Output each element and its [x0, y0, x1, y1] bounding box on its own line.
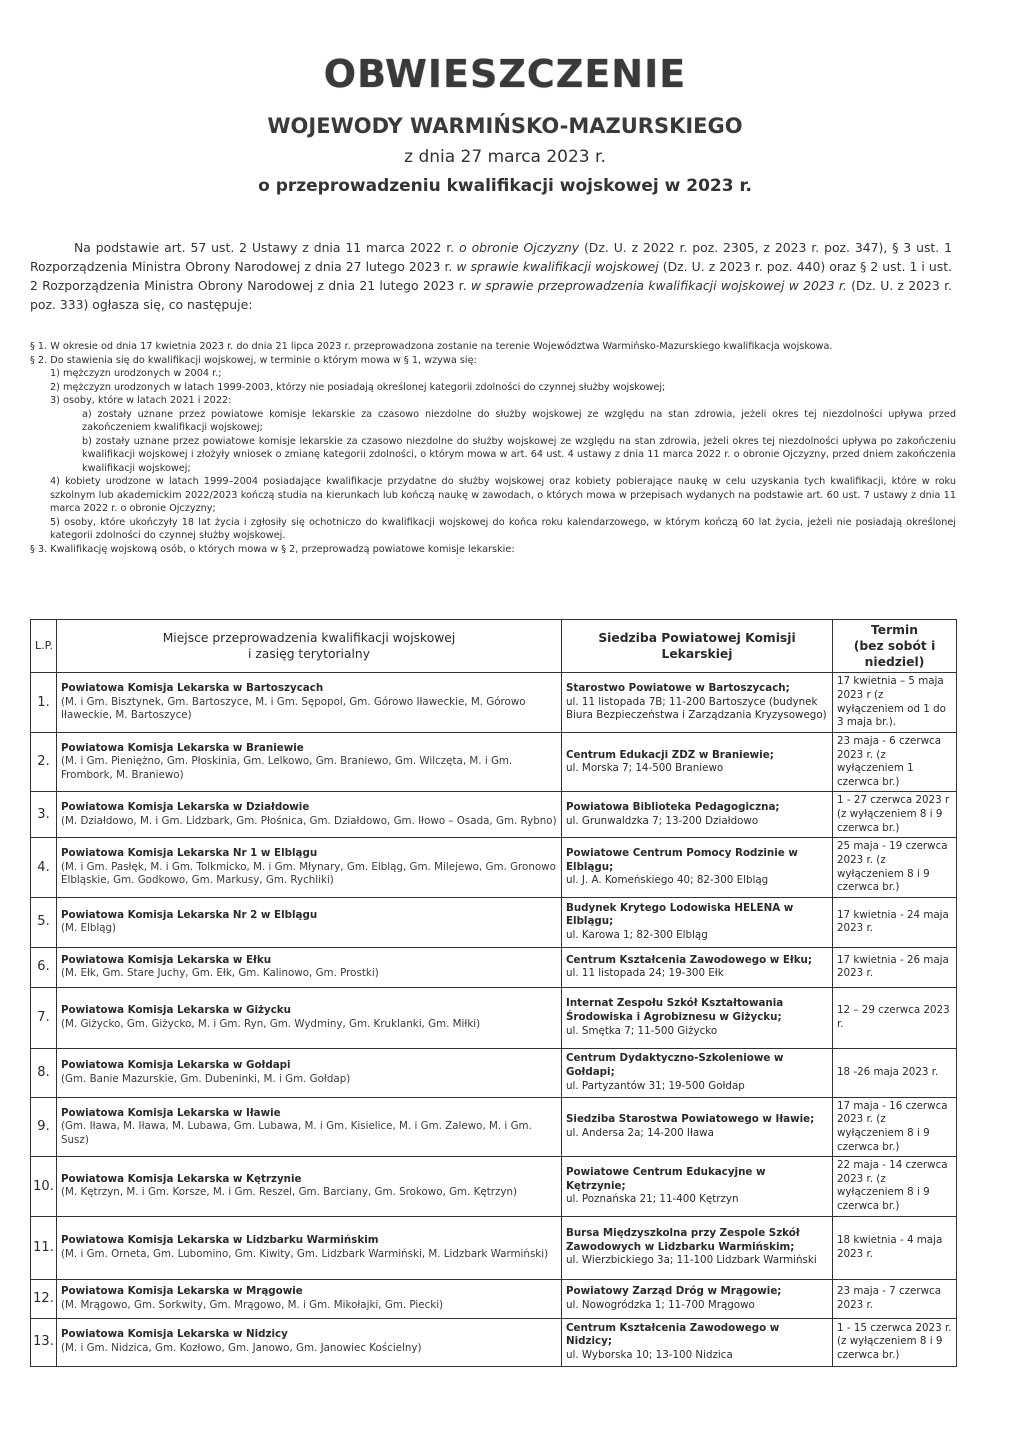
- row-seat-name: Starostwo Powiatowe w Bartoszycach;: [566, 682, 790, 695]
- document-title: OBWIESZCZENIE: [323, 52, 687, 96]
- row-term: 1 - 27 czerwca 2023 r (z wyłączeniem 8 i 9 czerwca br.): [833, 792, 957, 838]
- row-seat-name: Powiatowy Zarząd Dróg w Mrągowie;: [566, 1284, 782, 1297]
- row-seat-name: Centrum Dydaktyczno-Szkoleniowe w Gołdapi;: [566, 1052, 784, 1078]
- row-seat-name: Budynek Krytego Lodowiska HELENA w Elblągu;: [566, 901, 794, 928]
- row-seat-address: ul. 11 listopada 7B; 11-200 Bartoszyce (budynek Biura Bezpieczeństwa i Zarządzania Kryzysowego): [566, 695, 827, 722]
- document-subject: o przeprowadzeniu kwalifikacji wojskowej w 2023 r.: [258, 176, 752, 196]
- table-row: [31, 673, 957, 733]
- row-area: (M. i Gm. Pasłęk, M. i Gm. Tolkmicko, M. i Gm. Młynary, Gm. Elbląg, Gm. Milejewo, Gm. Gronowo Elbląskie, Gm. Godkowo, Gm. Markusy, Gm. Rychliki): [61, 860, 556, 887]
- row-place: [57, 1097, 562, 1156]
- row-commission-name: Powiatowa Komisja Lekarska Nr 2 w Elblągu: [61, 908, 318, 921]
- row-place: [57, 1048, 562, 1097]
- row-seat-address: ul. Poznańska 21; 11-400 Kętrzyn: [566, 1193, 739, 1206]
- row-seat-name: Bursa Międzyszkolna przy Zespole Szkół Zawodowych w Lidzbarku Warmińskim;: [566, 1227, 800, 1253]
- row-seat-name: Centrum Kształcenia Zawodowego w Ełku;: [566, 953, 813, 966]
- table-header-row: [31, 620, 957, 673]
- header-term-line-1: Termin: [871, 623, 918, 637]
- intro-paragraph: [30, 238, 952, 314]
- row-term: 23 maja - 6 czerwca 2023 r. (z wyłączeniem 1 czerwca br.): [833, 733, 957, 792]
- row-area: (M. i Gm. Bisztynek, Gm. Bartoszyce, M. i Gm. Sępopol, Gm. Górowo Iławeckie, M. Górowo Iławeckie, M. Bartoszyce): [61, 695, 526, 722]
- paragraph-1: § 1. W okresie od dnia 17 kwietnia 2023 r. do dnia 21 lipca 2023 r. przeprowadzona zostanie na terenie Województwa Warmińsko-Mazurskiego kwalifikacja wojskowa.: [30, 341, 833, 352]
- row-commission-name: Powiatowa Komisja Lekarska Nr 1 w Elblągu: [61, 847, 318, 860]
- row-lp: 2.: [31, 733, 57, 792]
- row-seat-name: Powiatowe Centrum Edukacyjne w Kętrzynie;: [566, 1165, 766, 1192]
- row-commission-name: Powiatowa Komisja Lekarska w Bartoszycach: [61, 682, 324, 695]
- row-lp: 5.: [31, 897, 57, 947]
- row-term: 25 maja - 19 czerwca 2023 r. (z wyłączeniem 8 i 9 czerwca br.): [833, 838, 957, 897]
- row-seat-name: Powiatowe Centrum Pomocy Rodzinie w Elblągu;: [566, 847, 798, 873]
- row-place: [57, 947, 562, 987]
- row-commission-name: Powiatowa Komisja Lekarska w Gołdapi: [61, 1059, 291, 1072]
- row-seat-name: Internat Zespołu Szkół Kształtowania Środowiska i Agrobiznesu w Giżycku;: [566, 997, 784, 1023]
- row-seat-address: ul. Wyborska 10; 13-100 Nidzica: [566, 1348, 733, 1361]
- row-seat: [562, 1279, 833, 1318]
- table-row: [31, 987, 957, 1048]
- row-term: 18 -26 maja 2023 r.: [833, 1048, 957, 1097]
- row-area: (M. i Gm. Pieniężno, Gm. Płoskinia, Gm. Lelkowo, Gm. Braniewo, Gm. Wilczęta, M. i Gm. Frombork, M. Braniewo): [61, 755, 513, 781]
- document-subtitle: WOJEWODY WARMIŃSKO-MAZURSKIEGO: [267, 114, 743, 138]
- row-lp: 1.: [31, 673, 57, 733]
- row-place: [57, 897, 562, 947]
- paragraphs-section: [30, 340, 956, 556]
- row-lp: 11.: [31, 1216, 57, 1279]
- row-commission-name: Powiatowa Komisja Lekarska w Braniewie: [61, 741, 304, 754]
- table-row: [31, 897, 957, 947]
- header-term: [833, 620, 957, 673]
- row-commission-name: Powiatowa Komisja Lekarska w Giżycku: [61, 1004, 291, 1017]
- row-lp: 13.: [31, 1318, 57, 1366]
- row-seat-address: ul. Smętka 7; 11-500 Giżycko: [566, 1024, 718, 1037]
- row-area: (M. Kętrzyn, M. i Gm. Korsze, M. i Gm. Reszel, Gm. Barciany, Gm. Srokowo, Gm. Kętrzyn): [61, 1186, 518, 1199]
- row-place: [57, 733, 562, 792]
- table-row: [31, 1097, 957, 1156]
- row-seat-address: ul. Andersa 2a; 14-200 Iława: [566, 1126, 714, 1139]
- row-seat: [562, 1157, 833, 1216]
- row-seat: [562, 838, 833, 897]
- row-place: [57, 838, 562, 897]
- row-lp: 9.: [31, 1097, 57, 1156]
- paragraph-2-item-4: 4) kobiety urodzone w latach 1999–2004 posiadające kwalifikacje przydatne do służby wojskowej oraz kobiety pobierające naukę w celu uzyskania tych kwalifikacji, które w roku szkolnym lub akademickim 2022/2023 kończą studia na kierunkach lub kończą naukę w zawodach, o których mowa w przepisach wydanych na podstawie art. 60 ust. 7 ustawy z dnia 11 marca 2022 r. o obronie Ojczyzny;: [50, 476, 956, 514]
- paragraph-2-item-5: 5) osoby, które ukończyły 18 lat życia i zgłosiły się ochotniczo do kwalifikacji wojskowej do końca roku kalendarzowego, w którym kończą 60 lat życia, jeżeli nie posiadają określonej kategorii zdolności do czynnej służby wojskowej.: [50, 516, 956, 541]
- row-commission-name: Powiatowa Komisja Lekarska w Iławie: [61, 1106, 281, 1119]
- row-seat: [562, 1048, 833, 1097]
- row-commission-name: Powiatowa Komisja Lekarska w Działdowie: [61, 801, 310, 814]
- row-lp: 6.: [31, 947, 57, 987]
- row-place: [57, 1157, 562, 1216]
- intro-italic-1: o obronie Ojczyzny: [459, 240, 580, 255]
- row-seat: [562, 673, 833, 733]
- row-area: (M. i Gm. Orneta, Gm. Lubomino, Gm. Kiwity, Gm. Lidzbark Warmiński, M. Lidzbark Warmiński): [61, 1247, 549, 1260]
- row-commission-name: Powiatowa Komisja Lekarska w Mrągowie: [61, 1284, 303, 1297]
- row-seat-name: Powiatowa Biblioteka Pedagogiczna;: [566, 801, 780, 814]
- row-seat-name: Siedziba Starostwa Powiatowego w Iławie;: [566, 1113, 815, 1126]
- row-term: 18 kwietnia - 4 maja 2023 r.: [833, 1216, 957, 1279]
- row-term: 1 - 15 czerwca 2023 r. (z wyłączeniem 8 i 9 czerwca br.): [833, 1318, 957, 1366]
- header-term-line-2: (bez sobót i niedziel): [853, 639, 936, 669]
- paragraph-2-item-2: 2) mężczyzn urodzonych w latach 1999-2003, którzy nie posiadają określonej kategorii zdolności do czynnej służby wojskowej;: [50, 381, 666, 393]
- row-lp: 8.: [31, 1048, 57, 1097]
- table-row: [31, 1048, 957, 1097]
- row-seat-address: ul. Grunwaldzka 7; 13-200 Działdowo: [566, 814, 759, 827]
- paragraph-2-item-1: 1) mężczyzn urodzonych w 2004 r.;: [50, 368, 222, 379]
- row-place: [57, 673, 562, 733]
- row-term: 12 – 29 czerwca 2023 r.: [833, 987, 957, 1048]
- header-lp: L.P.: [31, 620, 57, 673]
- row-seat: [562, 897, 833, 947]
- row-lp: 12.: [31, 1279, 57, 1318]
- table-row: [31, 792, 957, 838]
- row-place: [57, 1318, 562, 1366]
- commissions-table: [30, 619, 957, 1367]
- intro-italic-2: w sprawie kwalifikacji wojskowej: [456, 259, 659, 274]
- paragraph-3: § 3. Kwalifikację wojskową osób, o których mowa w § 2, przeprowadzą powiatowe komisje lekarskie:: [30, 543, 515, 555]
- intro-text-1: Na podstawie art. 57 ust. 2 Ustawy z dnia 11 marca 2022 r.: [74, 240, 460, 255]
- row-seat-name: Centrum Kształcenia Zawodowego w Nidzicy;: [566, 1321, 780, 1348]
- paragraph-2-item-3a: a) zostały uznane przez powiatowe komisje lekarskie za czasowo niezdolne do służby wojskowej ze względu na stan zdrowia, jeżeli okres tej niezdolności upływa przed zakończeniem kwalifikacji wojskowej;: [82, 408, 956, 433]
- row-place: [57, 987, 562, 1048]
- row-seat: [562, 987, 833, 1048]
- table-row: [31, 1279, 957, 1318]
- row-commission-name: Powiatowa Komisja Lekarska w Kętrzynie: [61, 1172, 302, 1185]
- row-area: (Gm. Banie Mazurskie, Gm. Dubeninki, M. i Gm. Gołdap): [61, 1072, 351, 1085]
- row-seat: [562, 1318, 833, 1366]
- intro-italic-3: w sprawie przeprowadzenia kwalifikacji wojskowej w 2023 r.: [470, 278, 847, 293]
- row-seat: [562, 1216, 833, 1279]
- intro-text-3: (Dz. U. z 2023 r. poz. 440) oraz § 2 ust. 1 i ust. 2 Rozporządzenia Ministra Obrony Narodowej z dnia 21 lutego 2023 r.: [30, 259, 952, 293]
- row-seat-address: ul. Nowogródzka 1; 11-700 Mrągowo: [566, 1298, 755, 1311]
- paragraph-2-item-3b: b) zostały uznane przez powiatowe komisje lekarskie za czasowo niezdolne do służby wojskowej ze względu na stan zdrowia, jeżeli okres tej niezdolności upływa po zakończeniu kwalifikacji wojskowej i złożyły wniosek o zmianę kategorii zdolności, o którym mowa w art. 64 ust. 4 ustawy z dnia 11 marca 2022 r. o obronie Ojczyzny, przed dniem zakończenia kwalifikacji wojskowej;: [82, 435, 956, 474]
- row-seat: [562, 947, 833, 987]
- row-lp: 10.: [31, 1157, 57, 1216]
- row-area: (M. Elbląg): [61, 922, 117, 935]
- paragraph-2-item-3: 3) osoby, które w latach 2021 i 2022:: [50, 395, 232, 406]
- table-row: [31, 1318, 957, 1366]
- row-seat-address: ul. Wierzbickiego 3a; 11-100 Lidzbark Warmiński: [566, 1254, 817, 1267]
- row-commission-name: Powiatowa Komisja Lekarska w Nidzicy: [61, 1328, 288, 1341]
- row-lp: 7.: [31, 987, 57, 1048]
- document-date: z dnia 27 marca 2023 r.: [404, 147, 606, 167]
- row-lp: 3.: [31, 792, 57, 838]
- paragraph-2: § 2. Do stawienia się do kwalifikacji wojskowej, w terminie o którym mowa w § 1, wzywa się:: [30, 354, 477, 366]
- row-seat: [562, 733, 833, 792]
- row-seat-address: ul. Partyzantów 31; 19-500 Gołdap: [566, 1079, 745, 1092]
- row-seat-address: ul. Karowa 1; 82-300 Elbląg: [566, 929, 708, 942]
- row-term: 17 kwietnia - 24 maja 2023 r.: [833, 897, 957, 947]
- row-seat: [562, 792, 833, 838]
- intro-text-2: (Dz. U. z 2022 r. poz. 2305, z 2023 r. poz. 347), § 3 ust. 1 Rozporządzenia Ministra Obrony Narodowej z dnia 27 lutego 2023 r.: [30, 240, 952, 274]
- table-row: [31, 1157, 957, 1216]
- table-row: [31, 947, 957, 987]
- row-area: (M. Mrągowo, Gm. Sorkwity, Gm. Mrągowo, M. i Gm. Mikołajki, Gm. Piecki): [61, 1298, 444, 1311]
- row-commission-name: Powiatowa Komisja Lekarska w Lidzbarku Warmińskim: [61, 1233, 379, 1246]
- header-place-line-2: i zasięg terytorialny: [248, 647, 370, 661]
- header-seat: Siedziba Powiatowej Komisji Lekarskiej: [562, 620, 833, 673]
- row-area: (M. Giżycko, Gm. Giżycko, M. i Gm. Ryn, Gm. Wydminy, Gm. Kruklanki, Gm. Miłki): [61, 1017, 481, 1030]
- row-place: [57, 1279, 562, 1318]
- row-place: [57, 792, 562, 838]
- row-term: 17 maja - 16 czerwca 2023 r. (z wyłączeniem 8 i 9 czerwca br.): [833, 1097, 957, 1156]
- row-area: (Gm. Iława, M. Iława, M. Lubawa, Gm. Lubawa, M. i Gm. Kisielice, M. i Gm. Zalewo, M. i Gm. Susz): [61, 1120, 532, 1146]
- row-area: (M. Działdowo, M. i Gm. Lidzbark, Gm. Płośnica, Gm. Działdowo, Gm. Iłowo – Osada, Gm. Rybno): [61, 814, 557, 827]
- header-place-line-1: Miejsce przeprowadzenia kwalifikacji wojskowej: [162, 631, 456, 645]
- row-term: 17 kwietnia - 26 maja 2023 r.: [833, 947, 957, 987]
- header-place: [57, 620, 562, 673]
- row-area: (M. i Gm. Nidzica, Gm. Kozłowo, Gm. Janowo, Gm. Janowiec Kościelny): [61, 1342, 422, 1354]
- row-seat-name: Centrum Edukacji ZDZ w Braniewie;: [566, 748, 774, 761]
- row-commission-name: Powiatowa Komisja Lekarska w Ełku: [61, 953, 272, 966]
- row-term: 17 kwietnia – 5 maja 2023 r (z wyłączeniem od 1 do 3 maja br.).: [833, 673, 957, 733]
- row-lp: 4.: [31, 838, 57, 897]
- row-seat: [562, 1097, 833, 1156]
- table-row: [31, 733, 957, 792]
- row-seat-address: ul. J. A. Komeńskiego 40; 82-300 Elbląg: [566, 874, 769, 887]
- row-seat-address: ul. 11 listopada 24; 19-300 Ełk: [566, 967, 724, 980]
- table-row: [31, 838, 957, 897]
- table-row: [31, 1216, 957, 1279]
- row-seat-address: ul. Morska 7; 14-500 Braniewo: [566, 762, 724, 775]
- row-place: [57, 1216, 562, 1279]
- intro-text-4: (Dz. U. z 2023 r. poz. 333) ogłasza się, co następuje:: [30, 278, 952, 312]
- row-area: (M. Ełk, Gm. Stare Juchy, Gm. Ełk, Gm. Kalinowo, Gm. Prostki): [61, 967, 379, 980]
- row-term: 23 maja - 7 czerwca 2023 r.: [833, 1279, 957, 1318]
- row-term: 22 maja - 14 czerwca 2023 r. (z wyłączeniem 8 i 9 czerwca br.): [833, 1157, 957, 1216]
